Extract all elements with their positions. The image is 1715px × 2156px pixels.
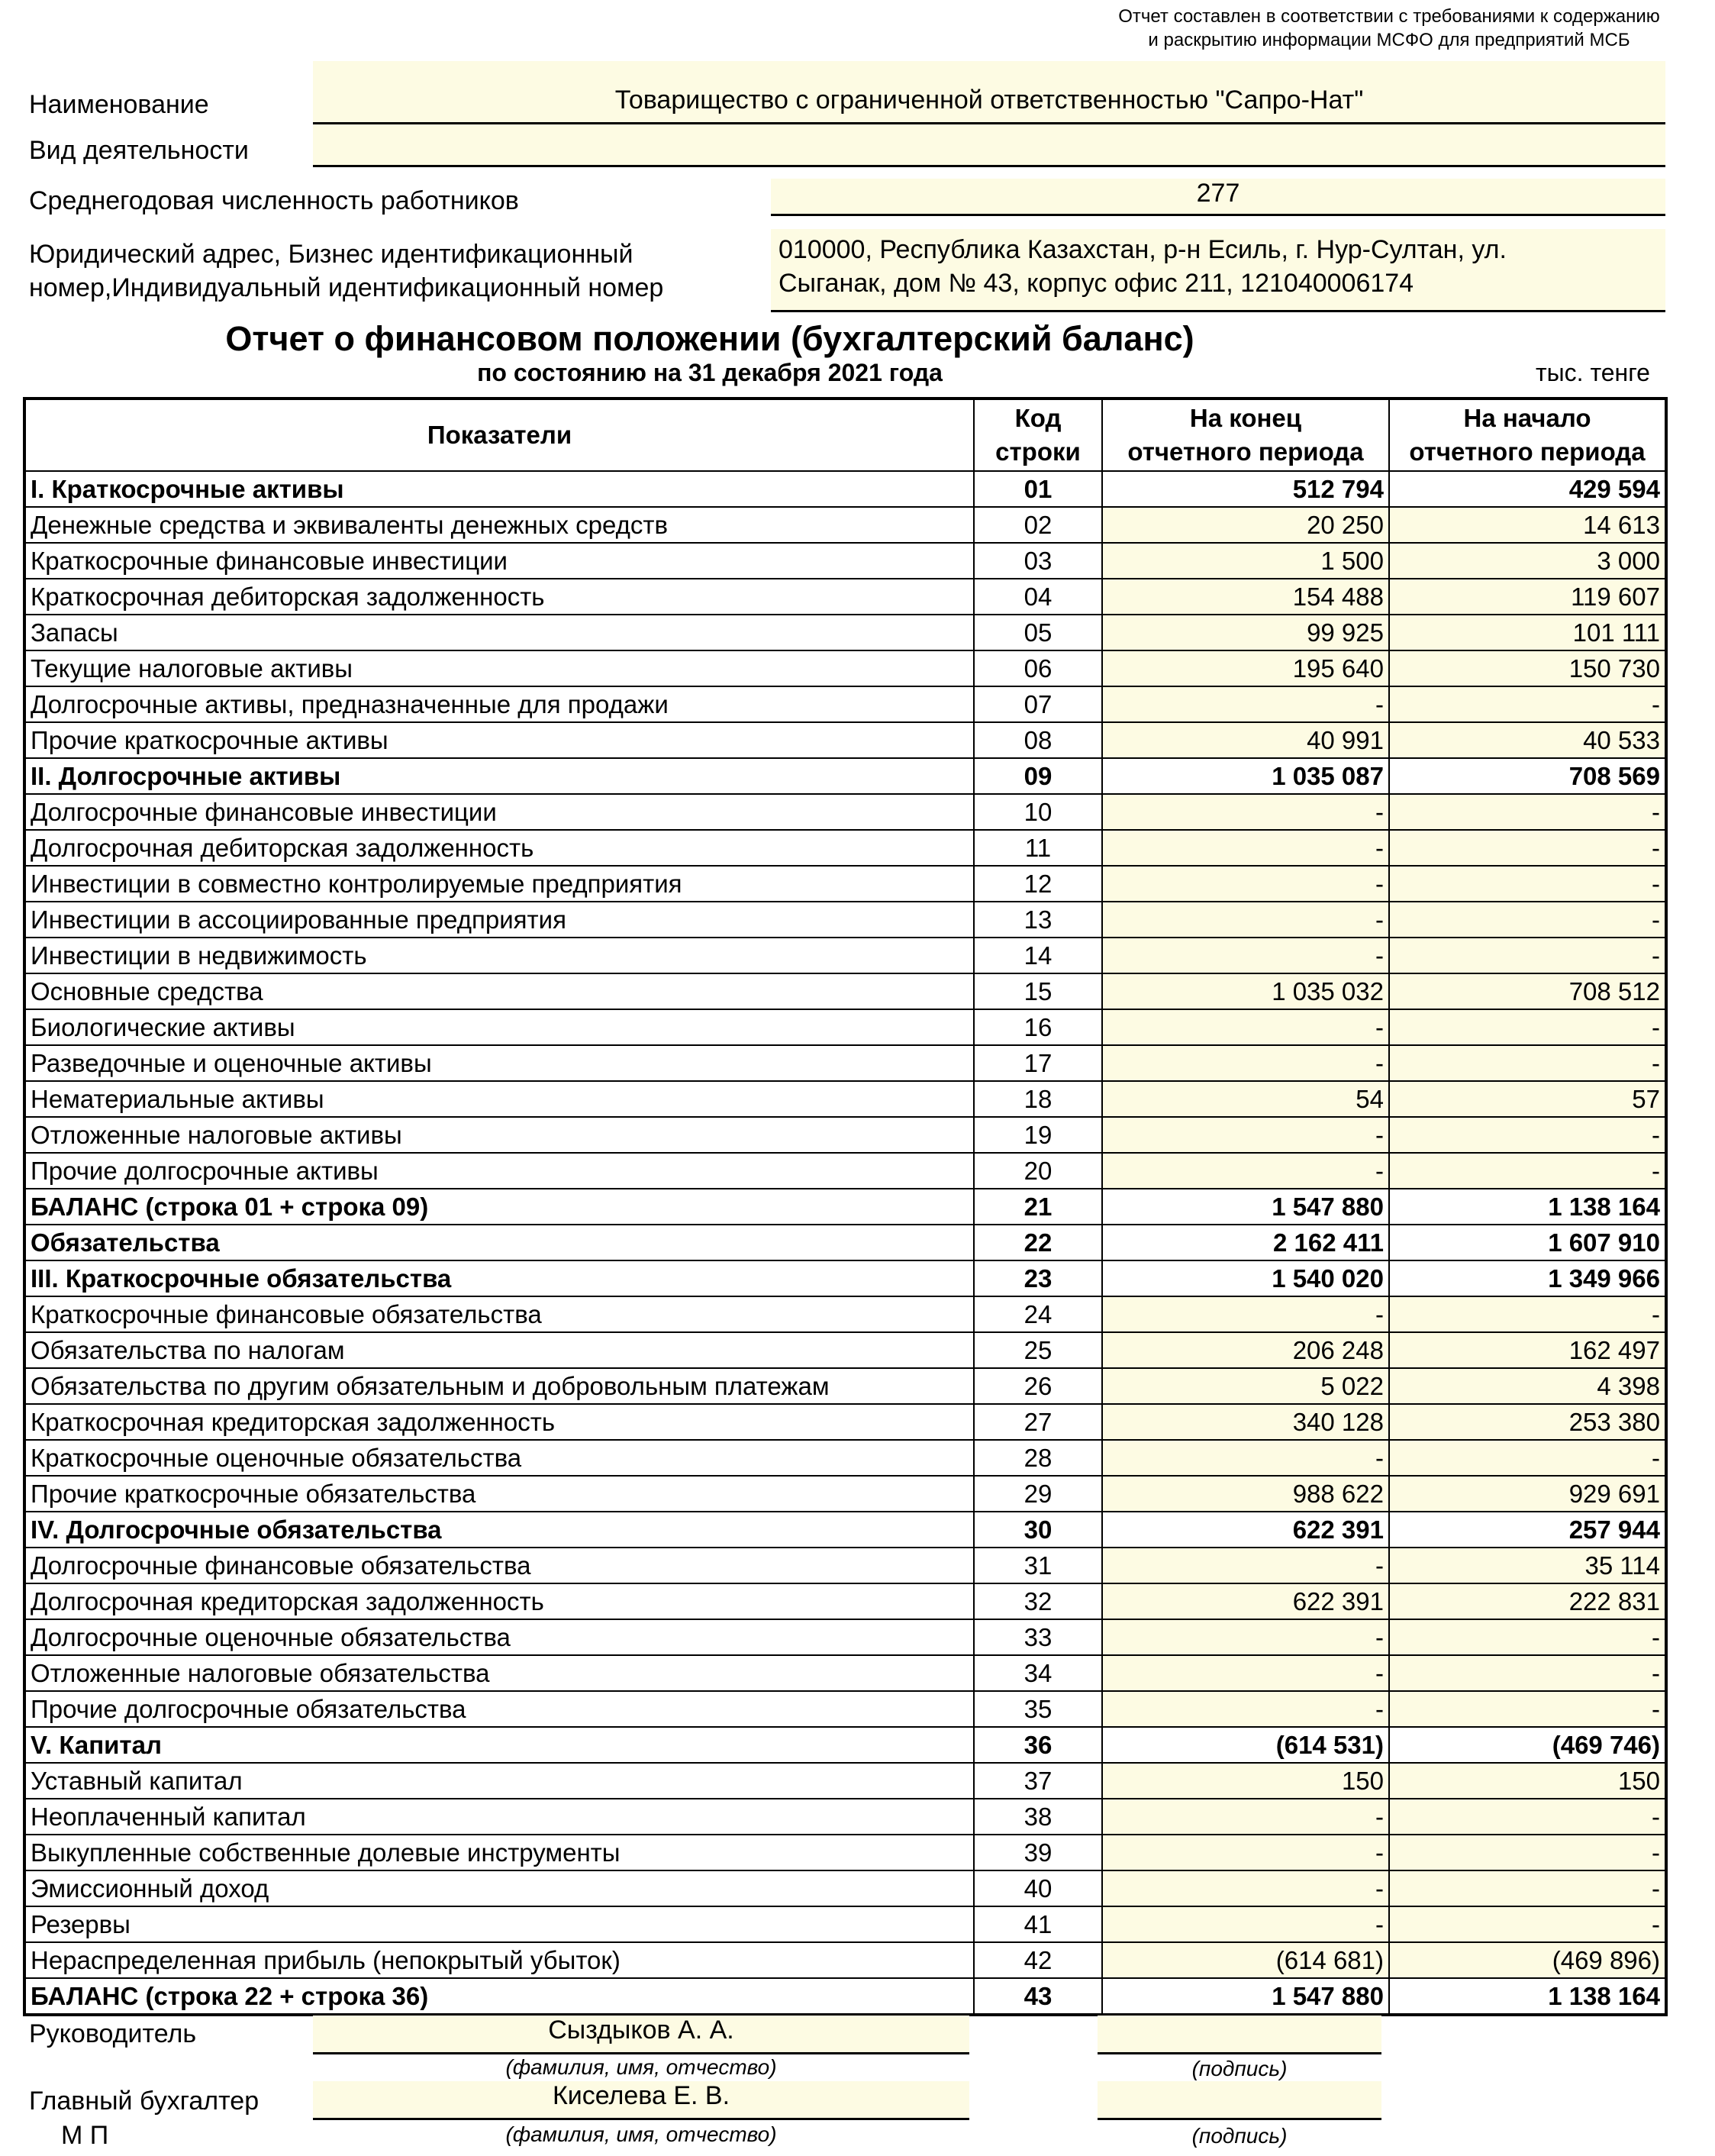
row-label: Инвестиции в совместно контролируемые предприятия [24,866,974,902]
row-end-value[interactable]: - [1102,1619,1389,1655]
row-label: Краткосрочные финансовые обязательства [24,1296,974,1332]
table-row [24,758,1666,794]
row-code: 42 [974,1942,1102,1978]
row-end-value: 512 794 [1102,471,1389,507]
table-row [24,615,1666,650]
table-row [24,471,1666,507]
row-end-value[interactable]: 154 488 [1102,579,1389,615]
row-start-value[interactable]: - [1389,1906,1666,1942]
row-start-value[interactable]: - [1389,1045,1666,1081]
employees-label: Среднегодовая численность работников [29,186,519,215]
row-label: Обязательства по другим обязательным и добровольным платежам [24,1368,974,1404]
report-units: тыс. тенге [1536,359,1650,386]
compliance-note-line-1: Отчет составлен в соответствии с требованиями к содержанию [1118,6,1660,27]
row-end-value[interactable]: 622 391 [1102,1583,1389,1619]
row-label: Денежные средства и эквиваленты денежных средств [24,507,974,543]
row-label: IV. Долгосрочные обязательства [24,1512,974,1548]
row-code: 09 [974,758,1102,794]
row-label: Прочие краткосрочные активы [24,722,974,758]
row-code: 41 [974,1906,1102,1942]
table-row [24,1117,1666,1153]
compliance-note-line-2: и раскрытию информации МСФО для предприятий МСБ [1148,30,1630,50]
row-start-value: 1 607 910 [1389,1225,1666,1260]
row-end-value[interactable]: 20 250 [1102,507,1389,543]
address-label-line-2: номер,Индивидуальный идентификационный номер [29,273,664,302]
row-code: 19 [974,1117,1102,1153]
row-start-value[interactable]: - [1389,1870,1666,1906]
row-start-value[interactable]: 162 497 [1389,1332,1666,1368]
row-code: 04 [974,579,1102,615]
table-row [24,1189,1666,1225]
row-end-value[interactable]: - [1102,1906,1389,1942]
header-start-line-1: На начало [1463,404,1591,432]
row-code: 15 [974,973,1102,1009]
row-start-value[interactable]: 57 [1389,1081,1666,1117]
row-label: III. Краткосрочные обязательства [24,1260,974,1296]
row-end-value[interactable]: - [1102,1045,1389,1081]
row-start-value[interactable]: 40 533 [1389,722,1666,758]
table-row [24,1296,1666,1332]
row-start-value[interactable]: - [1389,1691,1666,1727]
row-label: Инвестиции в ассоциированные предприятия [24,902,974,938]
table-row [24,830,1666,866]
row-label: Краткосрочные оценочные обязательства [24,1440,974,1476]
table-row [24,686,1666,722]
table-row [24,543,1666,579]
row-label: Краткосрочные финансовые инвестиции [24,543,974,579]
table-row [24,938,1666,973]
row-code: 38 [974,1799,1102,1835]
row-label: Нераспределенная прибыль (непокрытый убыток) [24,1942,974,1978]
row-end-value[interactable]: 40 991 [1102,722,1389,758]
row-code: 28 [974,1440,1102,1476]
table-row [24,1045,1666,1081]
name-label: Наименование [29,90,209,119]
row-start-value[interactable]: 119 607 [1389,579,1666,615]
row-start-value[interactable]: 929 691 [1389,1476,1666,1512]
report-title: Отчет о финансовом положении (бухгалтерский баланс) [225,319,1194,358]
row-code: 43 [974,1978,1102,2015]
accountant-label: Главный бухгалтер [29,2087,260,2116]
table-row [24,1763,1666,1799]
row-start-value: (469 746) [1389,1727,1666,1763]
row-label: Прочие долгосрочные активы [24,1153,974,1189]
row-start-value[interactable]: - [1389,902,1666,938]
accountant-name-field[interactable] [313,2081,969,2120]
row-code: 35 [974,1691,1102,1727]
row-end-value[interactable]: 195 640 [1102,650,1389,686]
row-end-value: 2 162 411 [1102,1225,1389,1260]
row-start-value[interactable]: - [1389,938,1666,973]
header-start-period [1389,399,1666,471]
director-name: Сыздыков А. А. [548,2016,734,2045]
director-label: Руководитель [29,2019,197,2048]
row-label: Обязательства по налогам [24,1332,974,1368]
row-end-value[interactable]: - [1102,1548,1389,1583]
row-start-value[interactable]: - [1389,1117,1666,1153]
table-row [24,1081,1666,1117]
table-header-row [24,399,1666,471]
header-indicator [24,399,974,471]
row-start-value[interactable]: - [1389,830,1666,866]
row-start-value: 429 594 [1389,471,1666,507]
row-label: Долгосрочные финансовые обязательства [24,1548,974,1583]
row-start-value: 257 944 [1389,1512,1666,1548]
row-end-value[interactable]: 5 022 [1102,1368,1389,1404]
table-row [24,1870,1666,1906]
header-end-line-1: На конец [1189,404,1302,432]
row-code: 11 [974,830,1102,866]
table-row [24,1691,1666,1727]
table-row [24,507,1666,543]
row-end-value[interactable]: 54 [1102,1081,1389,1117]
row-end-value[interactable]: - [1102,686,1389,722]
row-code: 26 [974,1368,1102,1404]
table-row [24,1404,1666,1440]
row-end-value[interactable]: - [1102,1440,1389,1476]
row-end-value[interactable]: - [1102,794,1389,830]
table-row [24,1942,1666,1978]
row-end-value[interactable]: - [1102,1117,1389,1153]
row-label: Неоплаченный капитал [24,1799,974,1835]
table-row [24,973,1666,1009]
row-start-value: 708 569 [1389,758,1666,794]
row-start-value[interactable]: 253 380 [1389,1404,1666,1440]
director-signature-field[interactable] [1098,2016,1381,2054]
row-start-value[interactable]: 14 613 [1389,507,1666,543]
row-code: 33 [974,1619,1102,1655]
row-end-value: 1 035 087 [1102,758,1389,794]
table-row [24,1583,1666,1619]
row-start-value[interactable]: - [1389,1153,1666,1189]
row-end-value: 622 391 [1102,1512,1389,1548]
row-start-value[interactable]: 35 114 [1389,1548,1666,1583]
row-start-value[interactable]: - [1389,1440,1666,1476]
director-name-field[interactable] [313,2016,969,2054]
compliance-note [1053,5,1715,52]
address-value-line-2: Сыганак, дом № 43, корпус офис 211, 121040006174 [779,269,1414,298]
table-row [24,1260,1666,1296]
row-code: 10 [974,794,1102,830]
row-end-value: (614 531) [1102,1727,1389,1763]
row-end-value[interactable]: - [1102,1153,1389,1189]
employees-value: 277 [1196,179,1240,208]
balance-sheet-table [23,397,1668,2016]
row-code: 02 [974,507,1102,543]
row-code: 05 [974,615,1102,650]
table-row [24,1225,1666,1260]
table-row [24,794,1666,830]
row-label: Отложенные налоговые обязательства [24,1655,974,1691]
table-body [24,471,1666,2015]
row-end-value[interactable]: - [1102,938,1389,973]
row-end-value: 1 547 880 [1102,1189,1389,1225]
row-start-value[interactable]: - [1389,1619,1666,1655]
row-code: 18 [974,1081,1102,1117]
table-row [24,1835,1666,1870]
row-start-value[interactable]: - [1389,1296,1666,1332]
row-code: 08 [974,722,1102,758]
row-end-value[interactable]: - [1102,866,1389,902]
table-row [24,1440,1666,1476]
row-code: 21 [974,1189,1102,1225]
row-end-value[interactable]: 340 128 [1102,1404,1389,1440]
row-label: Текущие налоговые активы [24,650,974,686]
table-row [24,1332,1666,1368]
table-row [24,579,1666,615]
table-row [24,902,1666,938]
address-value-line-1: 010000, Республика Казахстан, р-н Есиль, г. Нур-Султан, ул. [779,235,1507,264]
row-end-value[interactable]: (614 681) [1102,1942,1389,1978]
table-row [24,1548,1666,1583]
row-start-value: 1 349 966 [1389,1260,1666,1296]
row-code: 37 [974,1763,1102,1799]
row-code: 16 [974,1009,1102,1045]
row-code: 40 [974,1870,1102,1906]
row-end-value[interactable]: - [1102,830,1389,866]
row-code: 01 [974,471,1102,507]
row-code: 25 [974,1332,1102,1368]
header-code [974,399,1102,471]
row-end-value: 1 547 880 [1102,1978,1389,2015]
row-start-value[interactable]: 222 831 [1389,1583,1666,1619]
header-end-line-2: отчетного периода [1127,437,1364,466]
table-row [24,1619,1666,1655]
table-row [24,1978,1666,2015]
row-end-value[interactable]: 1 500 [1102,543,1389,579]
row-code: 22 [974,1225,1102,1260]
row-label: Долгосрочные финансовые инвестиции [24,794,974,830]
row-code: 06 [974,650,1102,686]
accountant-signature-field[interactable] [1098,2081,1381,2120]
row-end-value[interactable]: - [1102,1835,1389,1870]
table-row [24,866,1666,902]
table-row [24,1906,1666,1942]
stamp-label: М П [61,2121,109,2150]
row-code: 17 [974,1045,1102,1081]
row-end-value: 1 540 020 [1102,1260,1389,1296]
row-code: 32 [974,1583,1102,1619]
row-code: 34 [974,1655,1102,1691]
activity-field[interactable] [313,128,1665,167]
row-label: Обязательства [24,1225,974,1260]
row-end-value[interactable]: 988 622 [1102,1476,1389,1512]
row-start-value[interactable]: 150 [1389,1763,1666,1799]
table-row [24,1727,1666,1763]
row-label: Краткосрочная дебиторская задолженность [24,579,974,615]
row-end-value[interactable]: - [1102,1009,1389,1045]
row-code: 20 [974,1153,1102,1189]
row-label: Эмиссионный доход [24,1870,974,1906]
row-label: Запасы [24,615,974,650]
row-label: Уставный капитал [24,1763,974,1799]
header-indicator-label: Показатели [427,421,572,449]
row-start-value[interactable]: 708 512 [1389,973,1666,1009]
row-label: Долгосрочные активы, предназначенные для продажи [24,686,974,722]
row-label: II. Долгосрочные активы [24,758,974,794]
row-label: Основные средства [24,973,974,1009]
row-code: 03 [974,543,1102,579]
accountant-name: Киселева Е. В. [552,2081,730,2110]
row-code: 39 [974,1835,1102,1870]
row-start-value[interactable]: 4 398 [1389,1368,1666,1404]
table-row [24,1153,1666,1189]
row-label: Прочие долгосрочные обязательства [24,1691,974,1727]
row-label: V. Капитал [24,1727,974,1763]
row-start-value: 1 138 164 [1389,1189,1666,1225]
row-start-value[interactable]: 150 730 [1389,650,1666,686]
row-label: Прочие краткосрочные обязательства [24,1476,974,1512]
row-label: БАЛАНС (строка 22 + строка 36) [24,1978,974,2015]
row-code: 36 [974,1727,1102,1763]
row-code: 29 [974,1476,1102,1512]
table-row [24,1476,1666,1512]
header-start-line-2: отчетного периода [1409,437,1646,466]
row-label: Отложенные налоговые активы [24,1117,974,1153]
row-end-value[interactable]: - [1102,1799,1389,1835]
row-start-value[interactable]: - [1389,1009,1666,1045]
table-row [24,650,1666,686]
row-label: Краткосрочная кредиторская задолженность [24,1404,974,1440]
row-label: Резервы [24,1906,974,1942]
row-code: 24 [974,1296,1102,1332]
row-end-value[interactable]: - [1102,1870,1389,1906]
report-date: по состоянию на 31 декабря 2021 года [477,359,943,386]
row-start-value[interactable]: - [1389,1799,1666,1835]
row-label: Разведочные и оценочные активы [24,1045,974,1081]
row-code: 27 [974,1404,1102,1440]
table-row [24,1799,1666,1835]
row-start-value[interactable]: 101 111 [1389,615,1666,650]
accountant-fio-hint: (фамилия, имя, отчество) [505,2122,777,2146]
activity-label: Вид деятельности [29,136,249,165]
header-code-line-1: Код [1014,404,1062,432]
row-start-value[interactable]: - [1389,794,1666,830]
row-code: 14 [974,938,1102,973]
row-start-value[interactable]: 3 000 [1389,543,1666,579]
table-row [24,1368,1666,1404]
row-code: 23 [974,1260,1102,1296]
row-label: I. Краткосрочные активы [24,471,974,507]
table-row [24,1009,1666,1045]
company-name-value: Товарищество с ограниченной ответственностью "Сапро-Нат" [614,86,1364,115]
row-start-value[interactable]: - [1389,1655,1666,1691]
director-sign-hint: (подпись) [1191,2057,1288,2080]
row-code: 12 [974,866,1102,902]
company-name-field[interactable] [313,86,1665,124]
employees-field[interactable] [771,179,1665,216]
row-code: 13 [974,902,1102,938]
header-end-period [1102,399,1389,471]
row-end-value[interactable]: - [1102,1691,1389,1727]
row-start-value: 1 138 164 [1389,1978,1666,2015]
director-fio-hint: (фамилия, имя, отчество) [505,2055,777,2079]
row-code: 30 [974,1512,1102,1548]
row-code: 31 [974,1548,1102,1583]
row-start-value[interactable]: - [1389,686,1666,722]
row-start-value[interactable]: (469 896) [1389,1942,1666,1978]
header-code-line-2: строки [995,437,1081,466]
address-label-line-1: Юридический адрес, Бизнес идентификационный [29,240,633,269]
row-label: Долгосрочные оценочные обязательства [24,1619,974,1655]
table-row [24,1655,1666,1691]
row-start-value[interactable]: - [1389,866,1666,902]
row-end-value[interactable]: 206 248 [1102,1332,1389,1368]
row-end-value[interactable]: - [1102,1655,1389,1691]
row-code: 07 [974,686,1102,722]
table-row [24,1512,1666,1548]
row-start-value[interactable]: - [1389,1835,1666,1870]
row-label: БАЛАНС (строка 01 + строка 09) [24,1189,974,1225]
row-label: Выкупленные собственные долевые инструменты [24,1835,974,1870]
row-end-value[interactable]: 1 035 032 [1102,973,1389,1009]
row-end-value[interactable]: - [1102,902,1389,938]
row-label: Инвестиции в недвижимость [24,938,974,973]
accountant-sign-hint: (подпись) [1191,2124,1288,2148]
row-end-value[interactable]: 99 925 [1102,615,1389,650]
row-label: Долгосрочная дебиторская задолженность [24,830,974,866]
address-field[interactable] [771,229,1665,312]
row-label: Долгосрочная кредиторская задолженность [24,1583,974,1619]
row-label: Нематериальные активы [24,1081,974,1117]
row-end-value[interactable]: 150 [1102,1763,1389,1799]
row-end-value[interactable]: - [1102,1296,1389,1332]
row-label: Биологические активы [24,1009,974,1045]
table-row [24,722,1666,758]
